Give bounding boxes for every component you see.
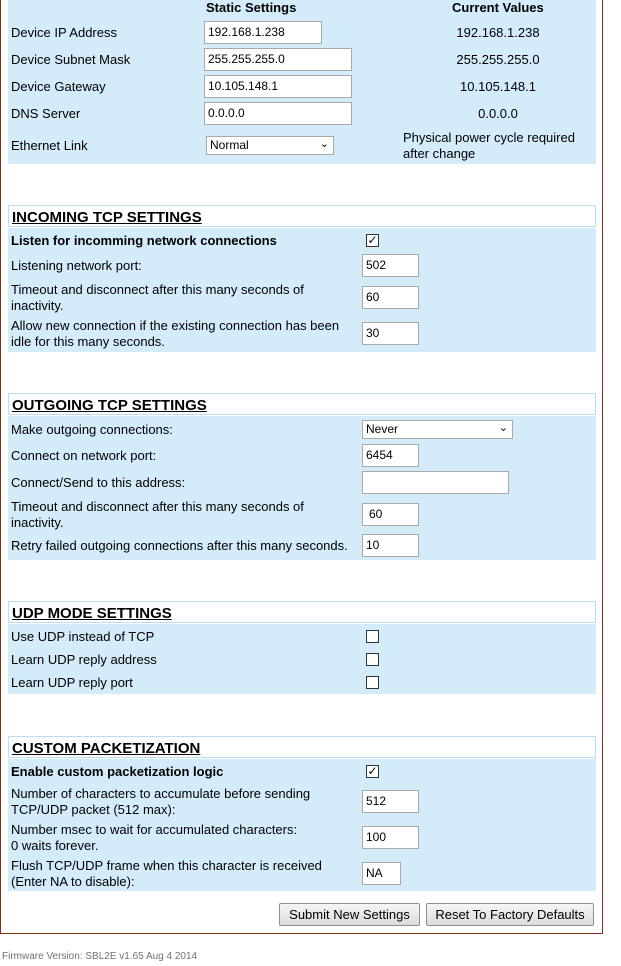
idle-connection-label: Allow new connection if the existing connection has been idle for this many seconds.	[11, 318, 340, 349]
dns-server-current: 0.0.0.0	[478, 106, 518, 121]
custom-packetization-header: CUSTOM PACKETIZATION	[8, 736, 596, 758]
dns-server-input[interactable]: 0.0.0.0	[204, 102, 352, 125]
make-outgoing-select[interactable]	[362, 420, 513, 439]
incoming-tcp-header: INCOMING TCP SETTINGS	[8, 205, 596, 227]
incoming-timeout-input[interactable]: 60	[362, 286, 419, 309]
learn-port-checkbox[interactable]	[366, 676, 379, 689]
checkmark-icon: ✓	[367, 764, 378, 778]
connect-address-label: Connect/Send to this address:	[11, 475, 186, 490]
checkmark-icon: ✓	[367, 233, 378, 247]
firmware-version: Firmware Version: SBL2E v1.65 Aug 4 2014	[2, 951, 198, 962]
current-values-header: Current Values	[452, 0, 544, 15]
ip-address-current: 192.168.1.238	[456, 25, 540, 40]
listen-checkbox[interactable]	[366, 234, 379, 247]
static-settings-header: Static Settings	[206, 0, 297, 15]
wait-msec-note: 0 waits forever.	[11, 838, 99, 853]
subnet-mask-current: 255.255.255.0	[456, 52, 540, 67]
make-outgoing-label: Make outgoing connections:	[11, 422, 173, 437]
gateway-current: 10.105.148.1	[460, 79, 536, 94]
gateway-label: Device Gateway	[11, 79, 106, 94]
listen-label: Listen for incomming network connections	[11, 233, 277, 248]
flush-char-input[interactable]: NA	[362, 862, 401, 885]
incoming-timeout-label: Timeout and disconnect after this many seconds of inactivity.	[11, 282, 304, 313]
connect-address-input[interactable]	[362, 471, 509, 494]
udp-mode-header: UDP MODE SETTINGS	[8, 601, 596, 623]
ethernet-link-label: Ethernet Link	[11, 138, 88, 153]
chevron-down-icon: ⌄	[498, 422, 508, 434]
retry-input[interactable]: 10	[362, 534, 419, 557]
dns-server-label: DNS Server	[11, 106, 81, 121]
learn-port-label: Learn UDP reply port	[11, 675, 133, 690]
make-outgoing-value: Never	[366, 422, 399, 436]
accumulate-chars-input[interactable]: 512	[362, 790, 419, 813]
ethernet-link-note: Physical power cycle required after change	[403, 130, 575, 161]
accumulate-chars-label: Number of characters to accumulate before sending TCP/UDP packet (512 max):	[11, 786, 311, 817]
enable-packetization-label: Enable custom packetization logic	[11, 764, 224, 779]
outgoing-timeout-label: Timeout and disconnect after this many seconds of inactivity.	[11, 499, 304, 530]
ethernet-link-select[interactable]	[206, 136, 334, 155]
listening-port-label: Listening network port:	[11, 258, 142, 273]
ethernet-link-value: Normal	[210, 138, 249, 152]
chevron-down-icon: ⌄	[319, 138, 329, 150]
wait-msec-input[interactable]: 100	[362, 826, 419, 849]
learn-address-label: Learn UDP reply address	[11, 652, 157, 667]
retry-label: Retry failed outgoing connections after this many seconds.	[11, 538, 348, 553]
flush-char-label: Flush TCP/UDP frame when this character is received	[11, 858, 322, 873]
reset-factory-defaults-button[interactable]: Reset To Factory Defaults	[426, 903, 594, 926]
use-udp-label: Use UDP instead of TCP	[11, 629, 155, 644]
listening-port-input[interactable]: 502	[362, 254, 419, 277]
connect-port-input[interactable]: 6454	[362, 444, 419, 467]
outgoing-timeout-input[interactable]: 60	[362, 503, 419, 526]
wait-msec-label: Number msec to wait for accumulated characters:	[11, 822, 298, 837]
subnet-mask-label: Device Subnet Mask	[11, 52, 131, 67]
idle-connection-input[interactable]: 30	[362, 322, 419, 345]
subnet-mask-input[interactable]: 255.255.255.0	[204, 48, 352, 71]
ip-address-label: Device IP Address	[11, 25, 117, 40]
learn-address-checkbox[interactable]	[366, 653, 379, 666]
use-udp-checkbox[interactable]	[366, 630, 379, 643]
ip-address-input[interactable]: 192.168.1.238	[204, 21, 322, 44]
gateway-input[interactable]: 10.105.148.1	[204, 75, 352, 98]
flush-char-note: (Enter NA to disable):	[11, 874, 135, 889]
outgoing-tcp-header: OUTGOING TCP SETTINGS	[8, 393, 596, 415]
submit-settings-button[interactable]: Submit New Settings	[279, 903, 420, 926]
enable-packetization-checkbox[interactable]	[366, 765, 379, 778]
connect-port-label: Connect on network port:	[11, 448, 157, 463]
